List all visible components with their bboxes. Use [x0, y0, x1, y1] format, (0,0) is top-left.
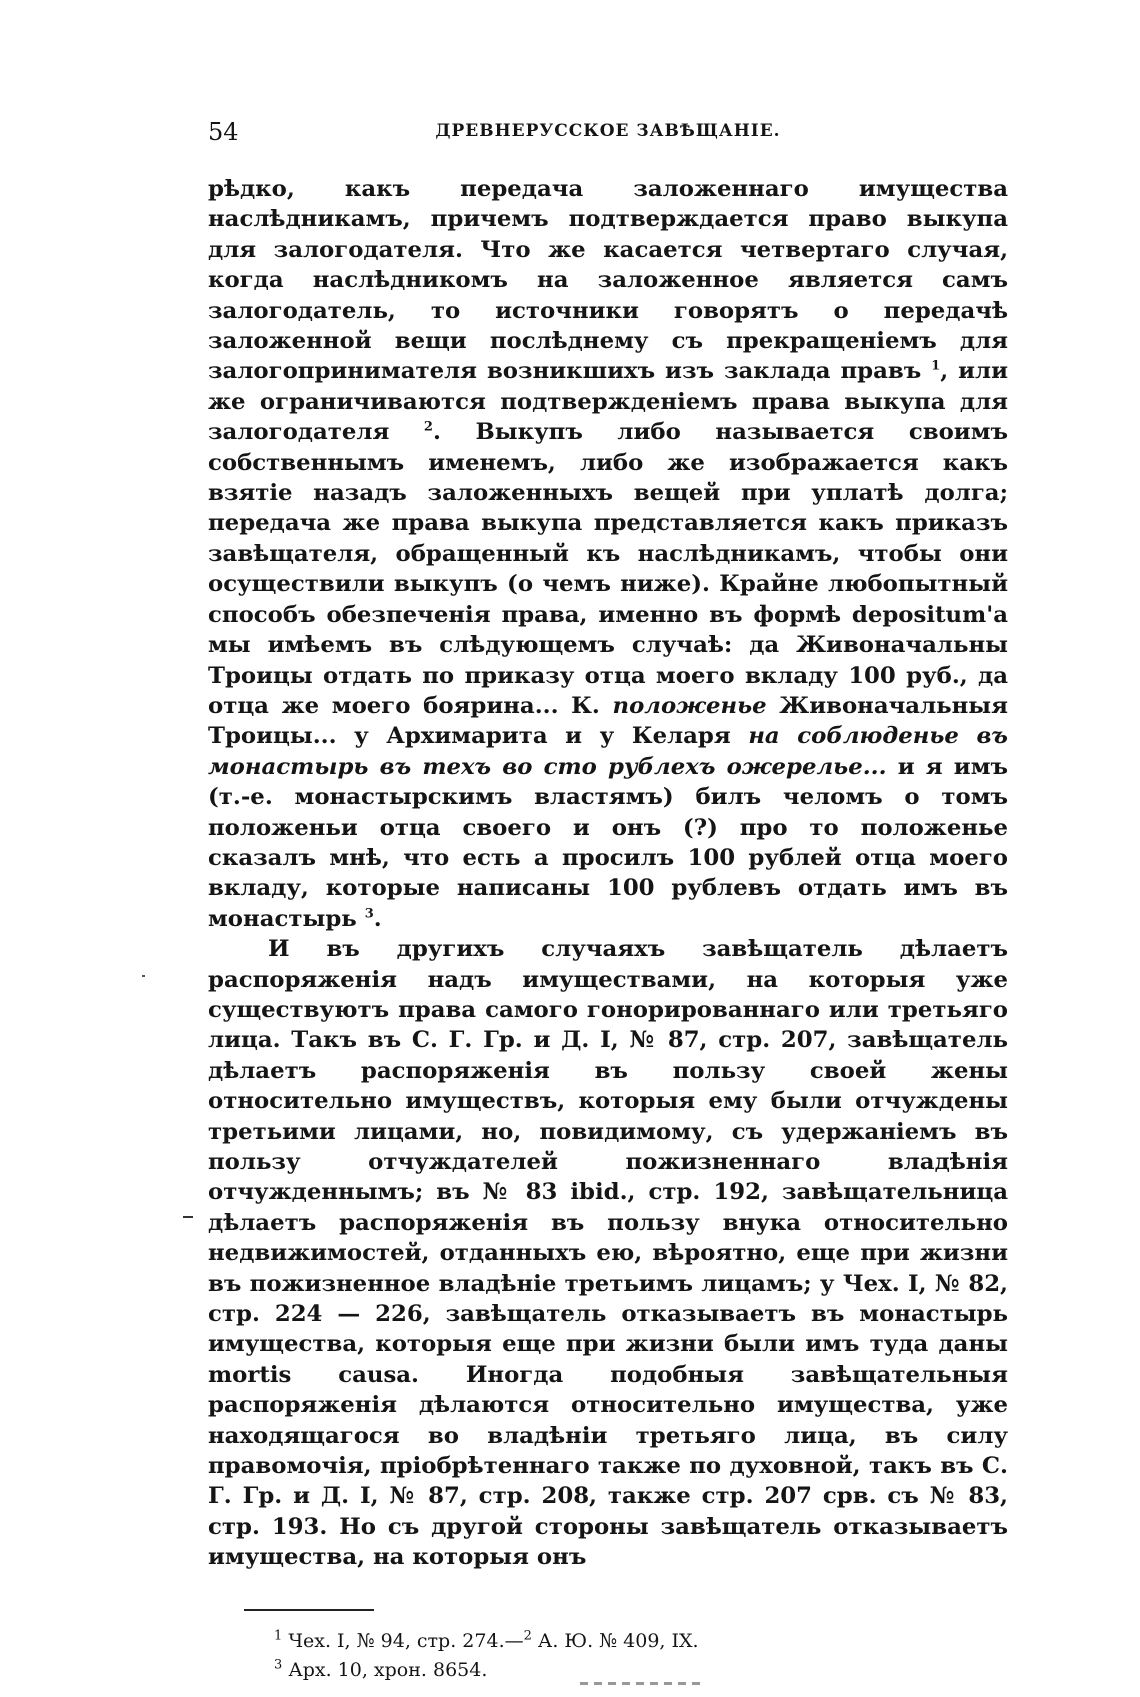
- paragraph-1-text-e: и я имъ (т.-е. монастырскимъ властямъ) билъ челомъ о томъ положеньи отца своего и онъ (?) про то положенье сказалъ мнѣ, что есть а просилъ 100 рублей отца моего вкладу, которые написаны 100 рублевъ отдать имъ въ монастырь: [208, 753, 1009, 932]
- paragraph-1-text-a: рѣдко, какъ передача заложеннаго имущества наслѣдникамъ, причемъ подтверждается право выкупа для залогодателя. Что же касается четвертаго случая, когда наслѣдникомъ на заложенное является самъ залогодатель, то источники говорятъ о передачѣ заложенной вещи послѣднему съ прекращеніемъ для залогопринимателя возникшихъ изъ заклада правъ: [208, 176, 1008, 385]
- paragraph-1-text-c: . Выкупъ либо называется своимъ собственнымъ именемъ, либо же изображается какъ взятіе назадъ заложенныхъ вещей при уплатѣ долга; передача же права выкупа представляется какъ приказъ завѣщателя, обращенный къ наслѣдникамъ, чтобы они осуществили выкупъ (о чемъ ниже). Крайне любопытный способъ обезпеченія права, именно въ формѣ depositum'а мы имѣемъ въ слѣдующемъ случаѣ: да Живоначальны Троицы отдать по приказу отца моего вкладу 100 руб., да отца же моего боярина... К.: [208, 419, 1008, 719]
- paragraph-1-text-f: .: [373, 905, 382, 932]
- footnote-ref-1: 1: [931, 358, 941, 374]
- page-number: 54: [208, 118, 239, 146]
- paragraph-1-italic-1: положенье: [612, 692, 767, 719]
- footnote-mark-2: 2: [523, 1628, 532, 1644]
- book-page: [208, 118, 1008, 1685]
- footnote-ref-2: 2: [423, 419, 433, 435]
- footnote-3-text: Арх. 10, хрон. 8654.: [282, 1658, 488, 1681]
- paragraph-1-italic-2: на соблюденье въ монастырь въ техъ во сто рублехъ ожерелье...: [208, 723, 1008, 780]
- footnote-line-1: [274, 1627, 1008, 1656]
- margin-dash-mark: [183, 1216, 193, 1218]
- paragraph-1-text-b: , или же ограничиваются подтвержденіемъ права выкупа для залогодателя: [208, 358, 1008, 446]
- footnotes: [208, 1627, 1008, 1685]
- running-head: [208, 118, 1008, 152]
- footnote-1-text: Чех. I, № 94, стр. 274.—: [282, 1629, 524, 1652]
- paragraph-1: [208, 174, 1008, 934]
- footnote-mark-3: 3: [274, 1657, 283, 1673]
- footnote-rule: [244, 1609, 374, 1611]
- running-title: ДРЕВНЕРУССКОЕ ЗАВѢЩАНІЕ.: [435, 121, 781, 141]
- footnote-line-2: [274, 1656, 1008, 1685]
- footnote-2-text: А. Ю. № 409, IX.: [531, 1629, 699, 1652]
- bottom-scan-marks: [580, 1682, 700, 1685]
- paragraph-1-text-d: Живоначальныя Троицы... у Архимарита и у Келаря: [208, 692, 1008, 750]
- body-text: [208, 174, 1008, 1573]
- footnote-mark-1: 1: [274, 1628, 283, 1644]
- paragraph-2: И въ другихъ случаяхъ завѣщатель дѣлаетъ распоряженія надъ имуществами, на которыя уже существуютъ права самого гонорированнаго или третьяго лица. Такъ въ С. Г. Гр. и Д. I, № 87, стр. 207, завѣщатель дѣлаетъ распоряженія въ пользу своей жены относительно имуществъ, которыя ему были отчуждены третьими лицами, но, повидимому, съ удержаніемъ въ пользу отчуждателей пожизненнаго владѣнія отчужденнымъ; въ № 83 ibid., стр. 192, завѣщательница дѣлаетъ распоряженія въ пользу внука относительно недвижимостей, отданныхъ ею, вѣроятно, еще при жизни въ пожизненное владѣніе третьимъ лицамъ; у Чех. I, № 82, стр. 224 — 226, завѣщатель отказываетъ въ монастырь имущества, которыя еще при жизни были имъ туда даны mortis causa. Иногда подобныя завѣщательныя распоряженія дѣлаются относительно имущества, уже находящагося во владѣніи третьяго лица, въ силу правомочія, пріобрѣтеннаго также по духовной, такъ въ С. Г. Гр. и Д. I, № 87, стр. 208, также стр. 207 срв. съ № 83, стр. 193. Но съ другой стороны завѣщатель отказываетъ имущества, на которыя онъ: [208, 936, 1008, 1571]
- stray-ink-mark: [142, 975, 145, 977]
- footnote-ref-3: 3: [364, 906, 374, 922]
